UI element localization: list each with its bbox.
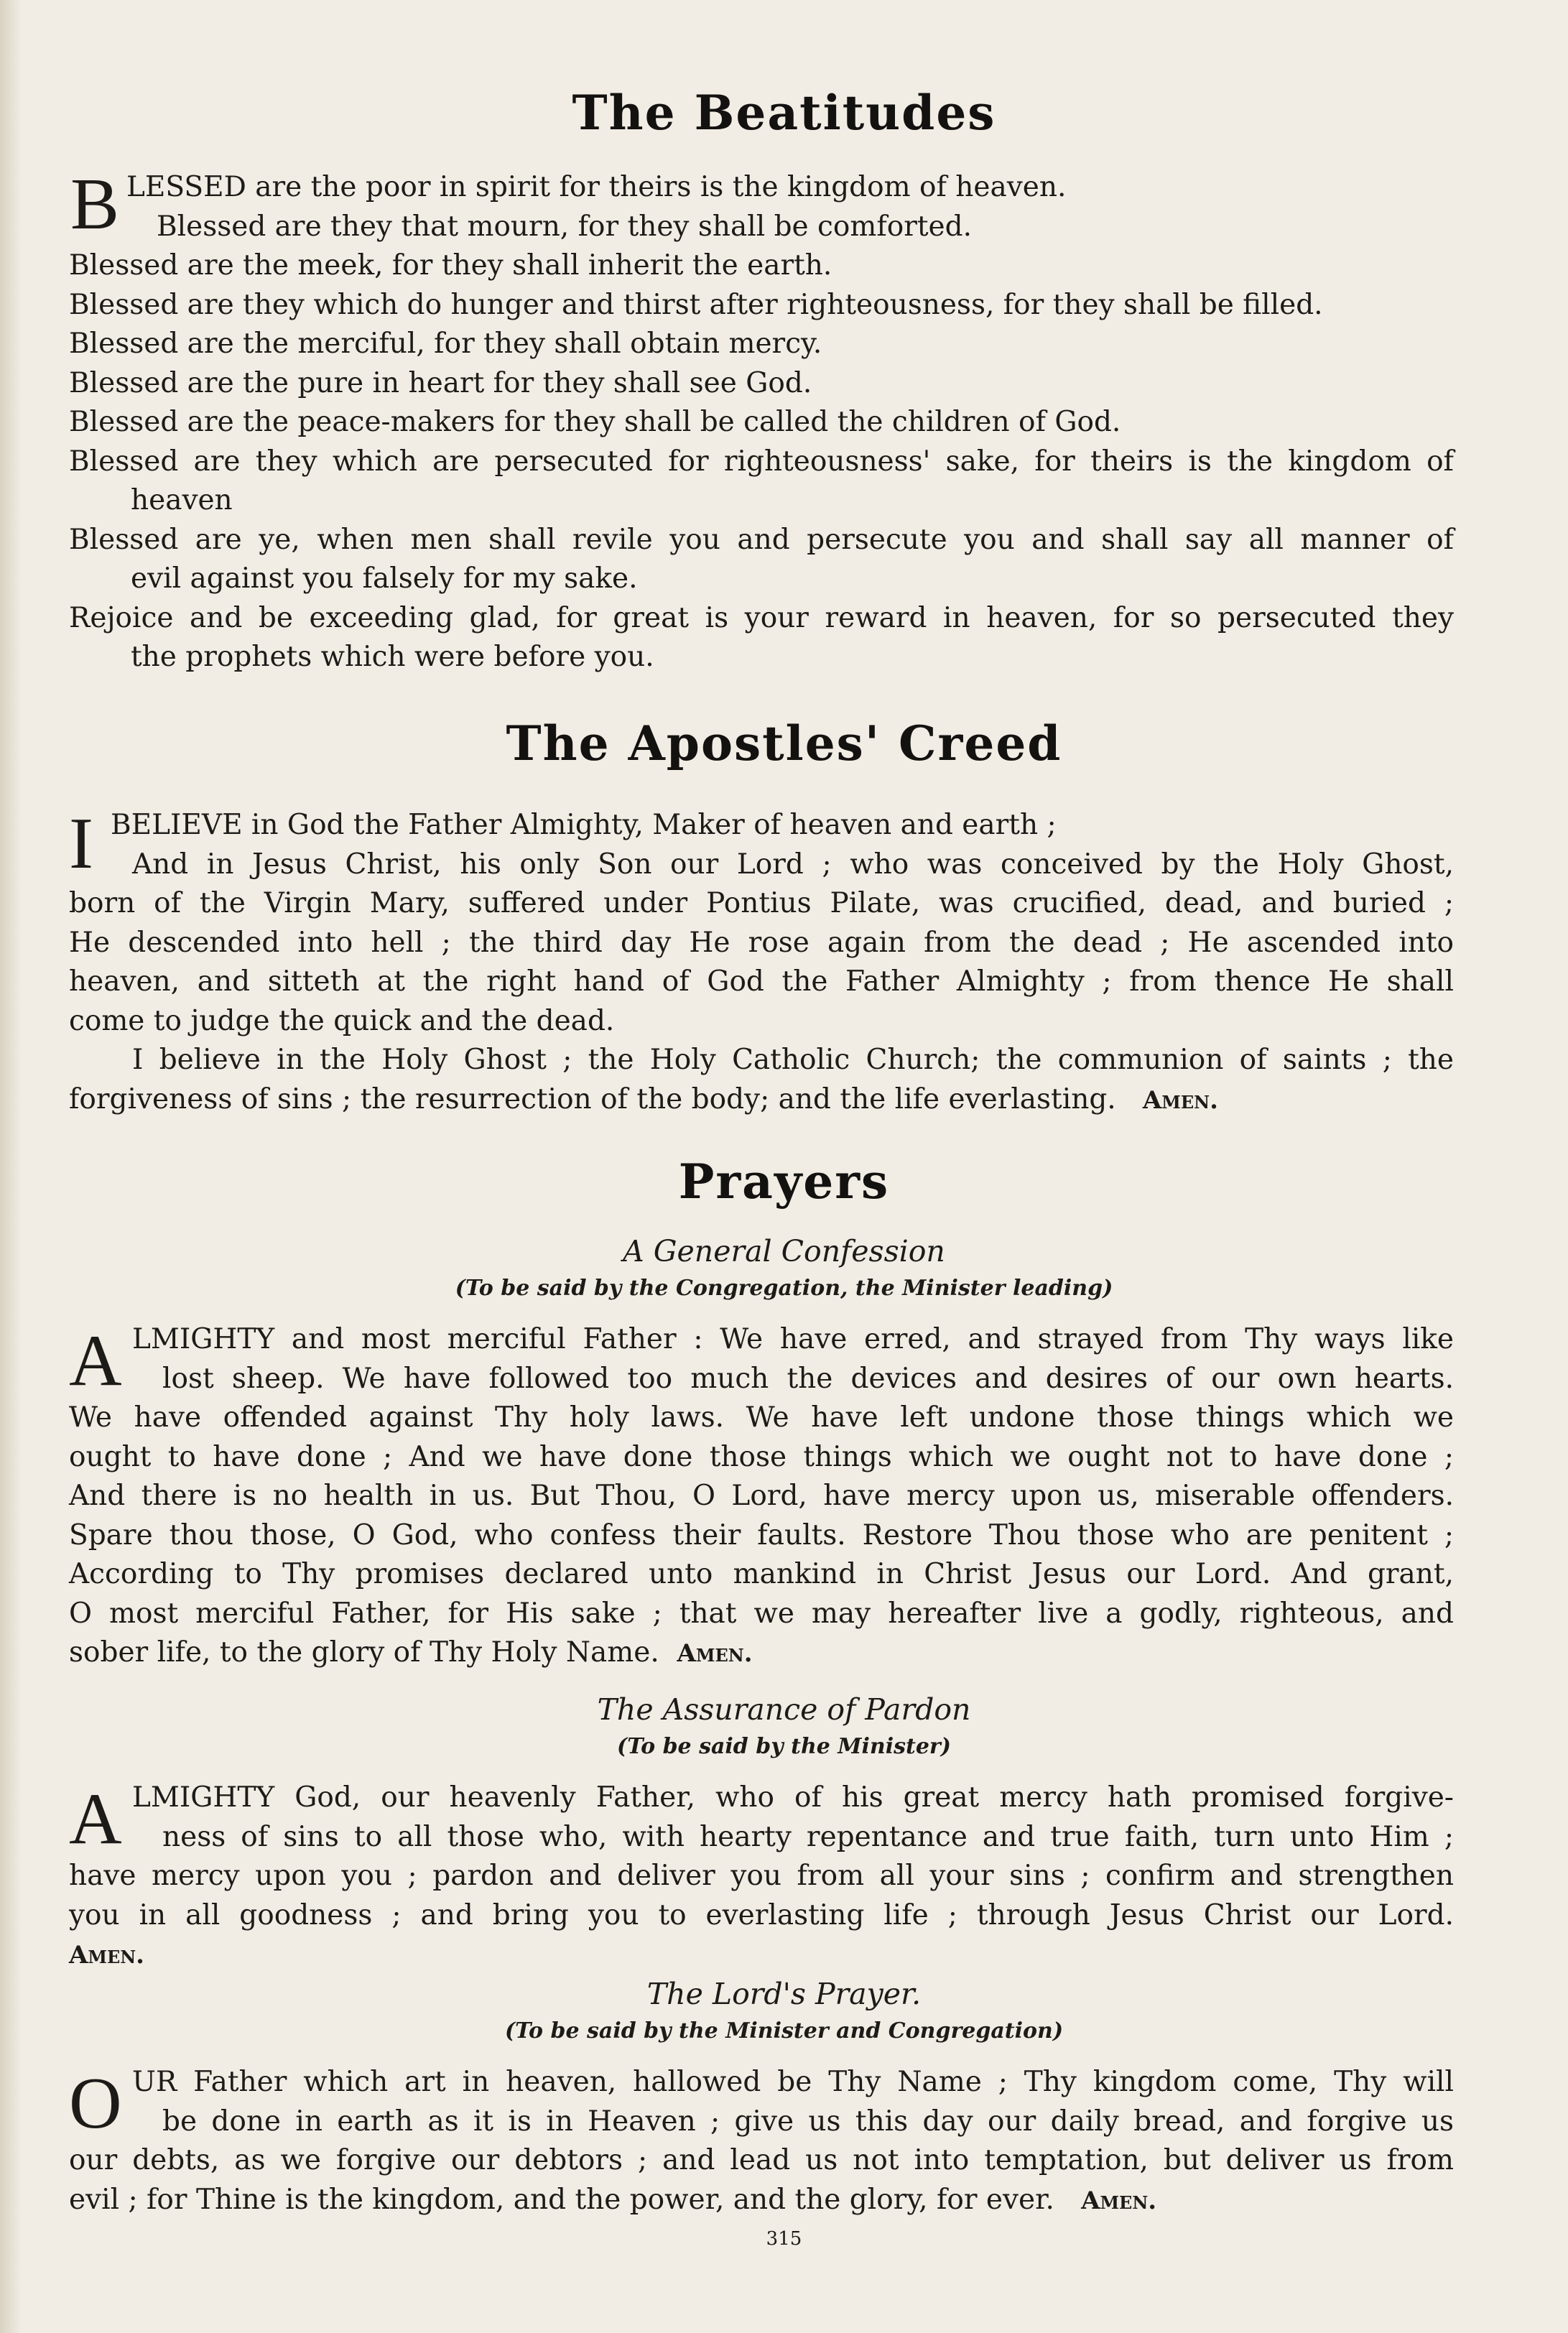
pardon-heading: The Assurance of Pardon [597, 1692, 971, 1727]
beatitudes-line: LESSED are the poor in spirit for theirs is the kingdom of heaven. [126, 171, 1067, 203]
beatitudes-line: the prophets which were before you. [131, 641, 654, 673]
pardon-line: have mercy upon you ; pardon and deliver you from all your sins ; confirm and strengthen [69, 1860, 1454, 1892]
amen: Amen. [677, 1639, 753, 1668]
prayers-title: Prayers [678, 1154, 890, 1210]
beatitudes-line: Blessed are they that mourn, for they shall be comforted. [157, 210, 972, 243]
beatitudes-title: The Beatitudes [572, 85, 996, 141]
amen: Amen. [1142, 1085, 1218, 1115]
lords-prayer-last-line [69, 2181, 1454, 2220]
beatitudes-line: Blessed are they which are persecuted for righteousness' sake, for theirs is the kingdom of [69, 445, 1454, 478]
pardon-note: (To be said by the Minister) [617, 1734, 951, 1759]
dropcap-b: B [70, 164, 120, 245]
amen: Amen. [1081, 2186, 1157, 2215]
lords-prayer-line: be done in earth as it is in Heaven ; give us this day our daily bread, and forgive us [162, 2105, 1454, 2138]
confession-heading: A General Confession [623, 1234, 945, 1268]
creed-title: The Apostles' Creed [506, 715, 1062, 771]
amen: Amen. [69, 1941, 145, 1970]
page-number: 315 [766, 2228, 802, 2250]
confession-last-line [69, 1633, 1454, 1673]
creed-line: forgiveness of sins ; the resurrection of the body; and the life everlasting. [69, 1082, 1116, 1116]
beatitudes-line: Blessed are ye, when men shall revile you and persecute you and shall say all manner of [69, 523, 1454, 556]
creed-text [69, 803, 1454, 1119]
lords-prayer-line: our debts, as we forgive our debtors ; and lead us not into temptation, but deliver us from [69, 2144, 1454, 2176]
creed-last-line [69, 1080, 1454, 1120]
lords-prayer-heading: The Lord's Prayer. [646, 1977, 922, 2011]
pardon-line: ness of sins to all those who, with hearty repentance and true faith, turn unto Him ; [162, 1820, 1454, 1853]
confession-line: O most merciful Father, for His sake ; that we may hereafter live a godly, righteous, and [69, 1597, 1454, 1630]
creed-line: I believe in the Holy Ghost ; the Holy Catholic Church; the communion of saints ; the [132, 1044, 1454, 1076]
lords-prayer-note: (To be said by the Minister and Congregation) [504, 2018, 1064, 2044]
beatitudes-line: Rejoice and be exceeding glad, for great is your reward in heaven, for so persecuted they [69, 601, 1454, 634]
confession-line: Spare thou those, O God, who confess their faults. Restore Thou those who are penitent ; [69, 1518, 1454, 1552]
beatitudes-line: heaven [131, 484, 233, 516]
creed-line: born of the Virgin Mary, suffered under Pontius Pilate, was crucified, dead, and buried ; [69, 887, 1454, 919]
dropcap-o: O [69, 2063, 122, 2144]
creed-line: come to judge the quick and the dead. [69, 1004, 615, 1037]
creed-line: And in Jesus Christ, his only Son our Lord ; who was conceived by the Holy Ghost, [132, 848, 1454, 881]
beatitudes-line: Blessed are the peace-makers for they shall be called the children of God. [69, 406, 1121, 438]
beatitudes-line: Blessed are the merciful, for they shall obtain mercy. [69, 328, 822, 360]
beatitudes-line: Blessed are the meek, for they shall inherit the earth. [69, 249, 832, 282]
confession-line: We have offended against Thy holy laws. We have left undone those things which we [69, 1401, 1454, 1434]
confession-text [69, 1320, 1454, 1673]
dropcap-a: A [69, 1778, 122, 1860]
dropcap-a: A [69, 1320, 122, 1401]
lords-prayer-line: evil ; for Thine is the kingdom, and the power, and the glory, for ever. [69, 2183, 1054, 2216]
pardon-line: you in all goodness ; and bring you to everlasting life ; through Jesus Christ our Lord. [69, 1898, 1454, 1931]
creed-line: He descended into hell ; the third day He rose again from the dead ; He ascended into [69, 926, 1454, 959]
pardon-line: LMIGHTY God, our heavenly Father, who of his great mercy hath promised forgive- [132, 1781, 1454, 1814]
pardon-text [69, 1778, 1454, 1975]
confession-line: ought to have done ; And we have done those things which we ought not to have done ; [69, 1440, 1454, 1473]
confession-line: According to Thy promises declared unto mankind in Christ Jesus our Lord. And grant, [69, 1558, 1454, 1590]
confession-line: lost sheep. We have followed too much the devices and desires of our own hearts. [162, 1362, 1454, 1395]
creed-line: BELIEVE in God the Father Almighty, Maker of heaven and earth ; [111, 809, 1057, 841]
pardon-amen-line [69, 1935, 1454, 1975]
confession-line: And there is no health in us. But Thou, O Lord, have mercy upon us, miserable offenders. [69, 1480, 1454, 1512]
creed-line: heaven, and sitteth at the right hand of God the Father Almighty ; from thence He shall [69, 965, 1454, 998]
beatitudes-text [69, 164, 1454, 677]
beatitudes-line: evil against you falsely for my sake. [131, 562, 638, 595]
lords-prayer-text [69, 2063, 1454, 2220]
confession-note: (To be said by the Congregation, the Minister leading) [455, 1276, 1113, 1301]
beatitudes-line: Blessed are they which do hunger and thirst after righteousness, for they shall be filled. [69, 288, 1323, 321]
lords-prayer-line: UR Father which art in heaven, hallowed be Thy Name ; Thy kingdom come, Thy will [132, 2066, 1454, 2098]
beatitudes-line: Blessed are the pure in heart for they shall see God. [69, 366, 812, 399]
dropcap-i: I [69, 803, 93, 884]
confession-line: sober life, to the glory of Thy Holy Name. [69, 1636, 659, 1669]
confession-line: LMIGHTY and most merciful Father : We have erred, and strayed from Thy ways like [132, 1323, 1454, 1355]
